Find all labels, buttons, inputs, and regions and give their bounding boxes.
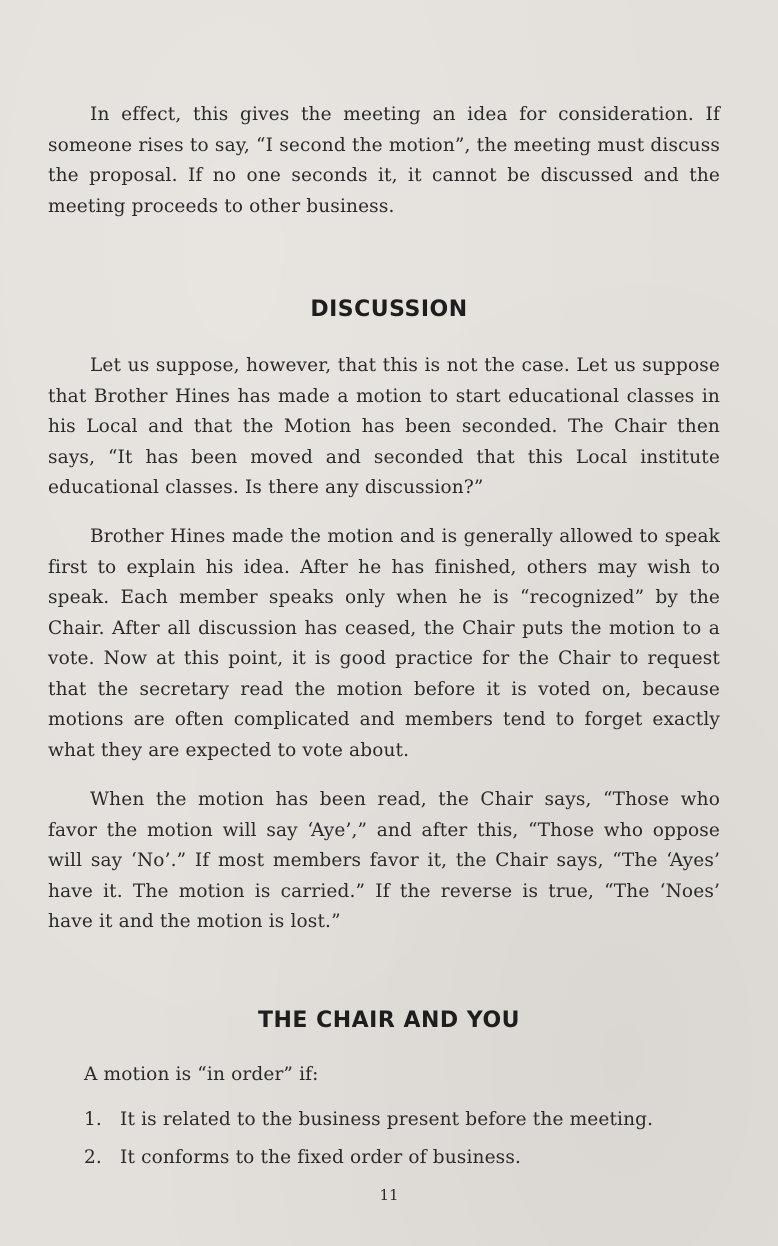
list-item-number: 2.	[84, 1147, 102, 1168]
list-item	[84, 1143, 724, 1173]
discussion-paragraph-2: Brother Hines made the motion and is generally allowed to speak first to explain his idea. After he has finished, others may wish to speak. Each member speaks only when he is “recognized” by the Chair. After all discussion has ceased, the Chair puts the motion to a vote. Now at this point, it is good practice for the Chair to request that the secretary read the motion before it is voted on, because motions are often complicated and members tend to forget exactly what they are expected to vote about.	[48, 526, 720, 761]
list-item-text: It conforms to the fixed order of business.	[120, 1147, 521, 1168]
discussion-paragraph-3: When the motion has been read, the Chair says, “Those who favor the motion will say ‘Aye’,” and after this, “Those who oppose will say ‘No’.” If most members favor it, the Chair says, “The ‘Ayes’ have it. The motion is carried.” If the reverse is true, “The ‘Noes’ have it and the motion is lost.”	[48, 789, 720, 932]
list-item-text: It is related to the business present before the meeting.	[120, 1109, 654, 1130]
intro-paragraph: In effect, this gives the meeting an idea for consideration. If someone rises to say, “I second the motion”, the meeting must discuss the proposal. If no one seconds it, it cannot be discussed and the meeting proceeds to other business.	[48, 104, 720, 217]
list-item-number: 1.	[84, 1109, 102, 1130]
discussion-paragraph-1: Let us suppose, however, that this is not the case. Let us suppose that Brother Hines has made a motion to start educational classes in his Local and that the Motion has been seconded. The Chair then says, “It has been moved and seconded that this Local institute educational classes. Is there any discussion?”	[48, 355, 720, 498]
motion-in-order-lead: A motion is “in order” if:	[84, 1064, 319, 1085]
chair-and-you-heading: THE CHAIR AND YOU	[257, 1008, 521, 1033]
page-number: 11	[379, 1186, 399, 1204]
discussion-heading: DISCUSSION	[310, 297, 468, 322]
list-item	[84, 1105, 724, 1135]
